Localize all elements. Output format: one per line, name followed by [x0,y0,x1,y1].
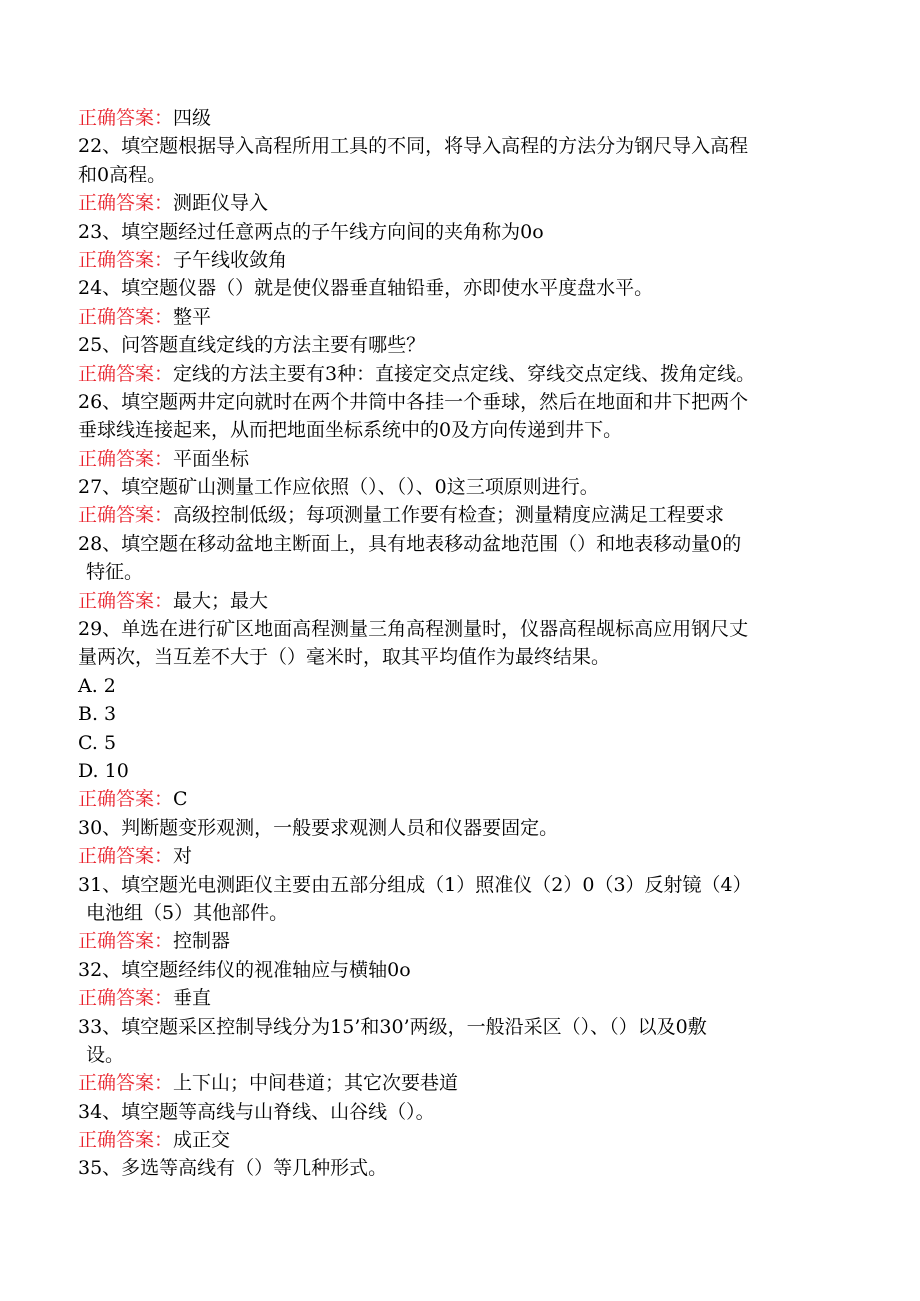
question-line [78,729,848,757]
document-page [78,104,848,1183]
answer-line [78,1126,848,1154]
question-line [78,473,848,501]
answer-label: 正确答案： [78,107,174,129]
question-text: 35、多选等高线有（）等几种形式。 [78,1157,388,1180]
question-text: A. 2 [78,674,116,697]
answer-line [78,984,848,1012]
answer-text: 整平 [173,305,212,328]
answer-label: 正确答案： [78,192,174,215]
question-line [78,416,848,444]
answer-label: 正确答案： [78,1072,174,1095]
answer-label: 正确答案： [78,447,174,470]
question-line [78,871,848,899]
question-text: 设。 [86,1043,125,1066]
question-line [78,672,848,700]
question-line [78,331,848,359]
question-text: 33、填空题采区控制导线分为15’和30’两级，一般沿采区（）、（）以及0敷 [78,1015,707,1038]
answer-text: 垂直 [173,987,212,1010]
question-line [78,274,848,302]
answer-text: 最大；最大 [173,589,269,612]
question-text: 34、填空题等高线与山脊线、山谷线（）。 [78,1100,435,1123]
answer-label: 正确答案： [78,362,174,385]
answer-line [78,842,848,870]
question-text: 24、填空题仪器（）就是使仪器垂直轴铅垂，亦即使水平度盘水平。 [78,277,654,300]
answer-text: 平面坐标 [173,447,250,470]
answer-line [78,785,848,813]
question-line [78,615,848,643]
question-text: 28、填空题在移动盆地主断面上，具有地表移动盆地范围（）和地表移动量0的 [78,532,742,555]
question-line [78,956,848,984]
question-text: 27、填空题矿山测量工作应依照（）、（）、0这三项原则进行。 [78,476,599,499]
answer-line [78,104,848,132]
question-line [78,558,848,586]
question-text: 25、问答题直线定线的方法主要有哪些？ [78,334,426,357]
answer-text: 子午线收敛角 [173,248,288,271]
question-line [78,1154,848,1182]
question-text: C. 5 [78,731,117,754]
question-text: 量两次，当互差不大于（）毫米时，取其平均值作为最终结果。 [78,646,611,669]
question-line [78,757,848,785]
answer-label: 正确答案： [78,987,174,1010]
question-line [78,388,848,416]
answer-text: C [173,788,188,811]
question-text: 29、单选在进行矿区地面高程测量三角高程测量时，仪器高程觇标高应用钢尺丈 [78,618,749,641]
question-text: 32、填空题经纬仪的视准轴应与横轴0o [78,958,411,981]
question-text: 电池组（5）其他部件。 [86,901,289,924]
question-text: 26、填空题两井定向就时在两个井筒中各挂一个垂球，然后在地面和井下把两个 [78,390,749,413]
answer-label: 正确答案： [78,248,174,271]
answer-text: 测距仪导入 [173,192,269,215]
answer-text: 四级 [173,107,212,129]
answer-text: 对 [173,845,193,868]
question-text: 和0高程。 [78,163,167,186]
question-line [78,700,848,728]
question-line [78,1013,848,1041]
answer-text: 定线的方法主要有3种：直接定交点定线、穿线交点定线、拨角定线。 [173,362,756,385]
question-text: B. 3 [78,703,117,726]
answer-text: 成正交 [173,1129,231,1152]
question-line [78,643,848,671]
answer-label: 正确答案： [78,504,174,527]
answer-text: 控制器 [173,930,231,953]
question-line [78,132,848,160]
answer-label: 正确答案： [78,930,174,953]
question-line [78,218,848,246]
answer-label: 正确答案： [78,845,174,868]
answer-line [78,445,848,473]
question-text: 22、填空题根据导入高程所用工具的不同，将导入高程的方法分为钢尺导入高程 [78,135,749,158]
answer-line [78,246,848,274]
answer-text: 高级控制低级；每项测量工作要有检查；测量精度应满足工程要求 [173,504,725,527]
answer-line [78,303,848,331]
answer-line [78,360,848,388]
answer-label: 正确答案： [78,305,174,328]
question-line [78,530,848,558]
question-text: 31、填空题光电测距仪主要由五部分组成（1）照准仪（2）0（3）反射镜（4） [78,873,752,896]
answer-line [78,501,848,529]
question-text: 30、判断题变形观测，一般要求观测人员和仪器要固定。 [78,816,559,839]
question-line [78,161,848,189]
answer-text: 上下山；中间巷道；其它次要巷道 [173,1072,459,1095]
question-line [78,1041,848,1069]
answer-line [78,1069,848,1097]
answer-line [78,587,848,615]
answer-label: 正确答案： [78,788,174,811]
question-text: D. 10 [78,759,129,782]
question-line [78,814,848,842]
question-line [78,899,848,927]
answer-label: 正确答案： [78,1129,174,1152]
question-text: 垂球线连接起来，从而把地面坐标系统中的0及方向传递到井下。 [78,419,623,442]
answer-label: 正确答案： [78,589,174,612]
answer-line [78,189,848,217]
question-text: 特征。 [86,561,144,584]
question-line [78,1098,848,1126]
answer-line [78,927,848,955]
question-text: 23、填空题经过任意两点的子午线方向间的夹角称为0o [78,220,544,243]
